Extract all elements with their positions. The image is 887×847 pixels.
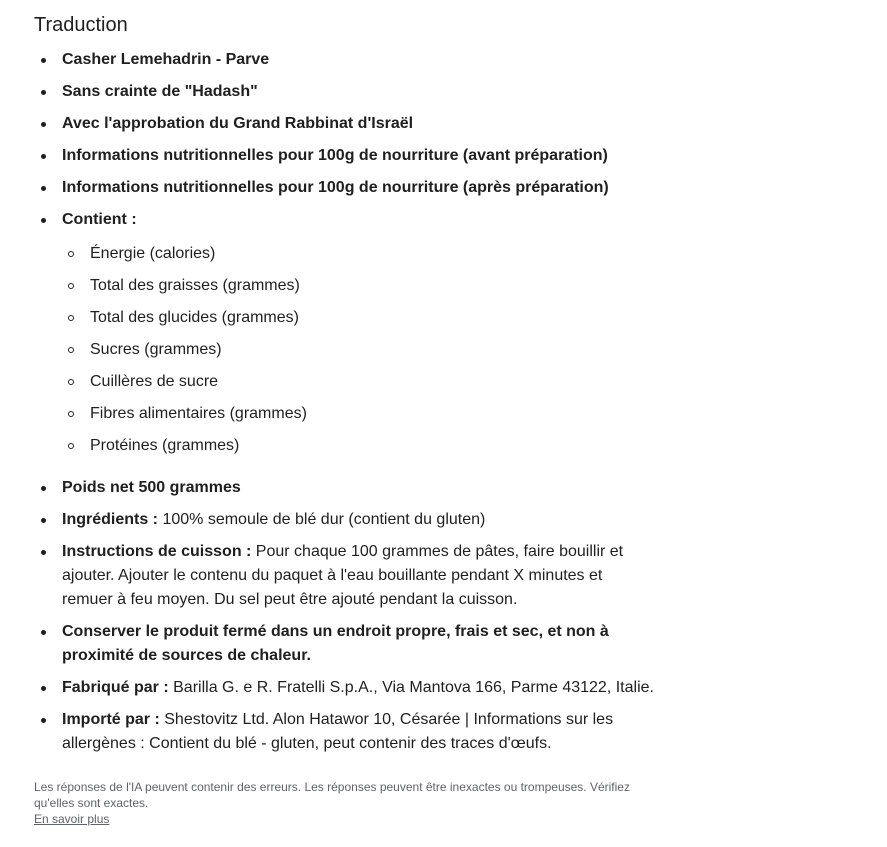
sublist-item-text: Total des graisses (grammes) xyxy=(90,277,300,294)
list-item xyxy=(34,80,654,104)
list-item-contains xyxy=(34,208,654,458)
translation-panel xyxy=(34,12,654,764)
sublist-item-text: Énergie (calories) xyxy=(90,245,216,262)
translation-list xyxy=(34,48,654,756)
list-item xyxy=(34,508,654,532)
list-item xyxy=(34,540,654,612)
item-bold: Poids net 500 grammes xyxy=(62,479,241,496)
sublist-item xyxy=(62,434,654,458)
bullet-icon xyxy=(41,518,46,523)
item-bold: Fabriqué par : xyxy=(62,679,169,696)
sublist-item-text: Cuillères de sucre xyxy=(90,373,219,390)
circle-bullet-icon xyxy=(68,347,74,353)
bullet-icon xyxy=(41,218,46,223)
item-text: Pour chaque 100 grammes de pâtes, faire bouillir et ajouter. Ajouter le contenu du paquet à l'eau bouillante pendant X minutes et remuer à feu moyen. Du sel peut être ajouté pendant la cuisson. xyxy=(62,543,624,608)
circle-bullet-icon xyxy=(68,315,74,321)
bullet-icon xyxy=(41,90,46,95)
bullet-icon xyxy=(41,154,46,159)
sublist-item xyxy=(62,338,654,362)
sublist-item-text: Protéines (grammes) xyxy=(90,437,240,454)
sublist-item xyxy=(62,370,654,394)
item-bold: Importé par : xyxy=(62,711,160,728)
item-bold: Contient : xyxy=(62,211,137,228)
circle-bullet-icon xyxy=(68,379,74,385)
bullet-icon xyxy=(41,630,46,635)
sublist-item-text: Fibres alimentaires (grammes) xyxy=(90,405,307,422)
item-bold: Casher Lemehadrin - Parve xyxy=(62,51,270,68)
item-bold: Sans crainte de "Hadash" xyxy=(62,83,258,100)
sublist-item xyxy=(62,242,654,266)
item-bold: Informations nutritionnelles pour 100g de nourriture (après préparation) xyxy=(62,179,609,196)
bullet-icon xyxy=(41,122,46,127)
item-text: 100% semoule de blé dur (contient du gluten) xyxy=(158,511,486,528)
bullet-icon xyxy=(41,186,46,191)
item-bold: Conserver le produit fermé dans un endroit propre, frais et sec, et non à proximité de sources de chaleur. xyxy=(62,623,609,664)
circle-bullet-icon xyxy=(68,443,74,449)
page-title: Traduction xyxy=(34,14,128,36)
item-bold: Ingrédients : xyxy=(62,511,159,528)
item-text: Shestovitz Ltd. Alon Hatawor 10, Césarée | Informations sur les allergènes : Contient du blé - gluten, peut contenir des traces d'œufs. xyxy=(62,711,614,752)
item-text: Barilla G. e R. Fratelli S.p.A., Via Mantova 166, Parme 43122, Italie. xyxy=(168,679,654,696)
item-bold: Avec l'approbation du Grand Rabbinat d'Israël xyxy=(62,115,414,132)
item-bold: Instructions de cuisson : xyxy=(62,543,252,560)
sublist-item-text: Total des glucides (grammes) xyxy=(90,309,299,326)
sublist-item xyxy=(62,274,654,298)
list-item xyxy=(34,476,654,500)
list-item xyxy=(34,112,654,136)
list-item xyxy=(34,620,654,668)
bullet-icon xyxy=(41,550,46,555)
list-item xyxy=(34,676,654,700)
list-item xyxy=(34,48,654,72)
contains-sublist xyxy=(62,242,654,458)
item-bold: Informations nutritionnelles pour 100g de nourriture (avant préparation) xyxy=(62,147,608,164)
sublist-item xyxy=(62,402,654,426)
sublist-item xyxy=(62,306,654,330)
bullet-icon xyxy=(41,486,46,491)
bullet-icon xyxy=(41,686,46,691)
list-item xyxy=(34,176,654,200)
bullet-icon xyxy=(41,718,46,723)
circle-bullet-icon xyxy=(68,411,74,417)
list-item xyxy=(34,708,654,756)
sublist-item-text: Sucres (grammes) xyxy=(90,341,222,358)
learn-more-link[interactable]: En savoir plus xyxy=(34,812,110,826)
list-item xyxy=(34,144,654,168)
ai-disclaimer xyxy=(34,779,654,827)
disclaimer-text: Les réponses de l'IA peuvent contenir des erreurs. Les réponses peuvent être inexactes ou trompeuses. Vérifiez qu'elles sont exactes. xyxy=(34,780,630,810)
bullet-icon xyxy=(41,58,46,63)
circle-bullet-icon xyxy=(68,283,74,289)
circle-bullet-icon xyxy=(68,251,74,257)
